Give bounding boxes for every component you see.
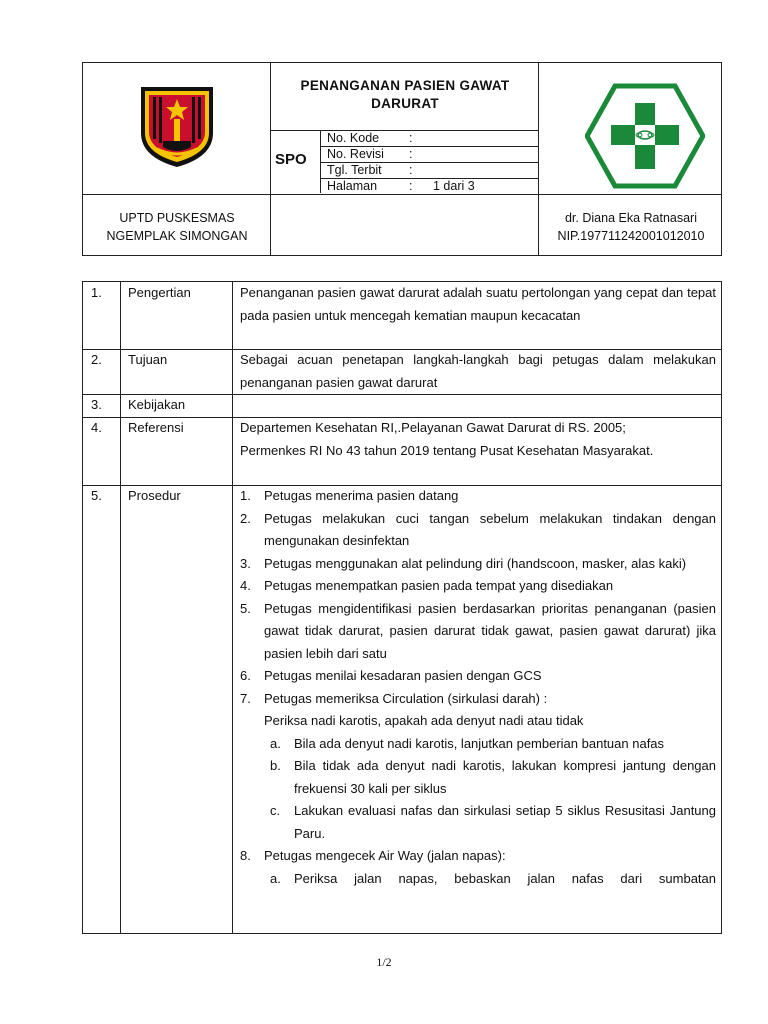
procedure-note: Periksa nadi karotis, apakah ada denyut nadi atau tidak [264,713,584,728]
page-number: 1/2 [376,955,392,969]
row-content-referensi [240,417,716,462]
row-label-referensi: Referensi [128,420,184,435]
puskesmas-cross-logo-icon [585,83,705,189]
reference-item: Departemen Kesehatan RI,.Pelayanan Gawat Darurat di RS. 2005; [240,420,626,435]
officer-signature-block [539,209,723,245]
row-number: 1. [91,285,102,300]
procedure-step: 4. Petugas menempatkan pasien pada tempat yang disediakan [240,578,614,593]
meta-row-revisi: No. Revisi : [327,147,413,161]
officer-name: dr. Diana Eka Ratnasari [564,211,697,225]
row-number: 2. [91,352,102,367]
header-table [82,62,722,256]
procedure-substep: b. Bila tidak ada denyut nadi karotis, lakukan kompresi jantung dengan frekuensi 30 kali per siklus [270,758,716,796]
city-coat-of-arms-icon [139,83,215,169]
row-label-pengertian: Pengertian [128,285,191,300]
procedure-table [82,281,722,934]
procedure-step: 5. Petugas mengidentifikasi pasien berdasarkan prioritas penanganan (pasien gawat tidak darurat, pasien darurat tidak gawat, pasien gawat darurat) jika pasien lebih dari satu [240,600,716,661]
meta-row-kode: No. Kode : [327,131,413,145]
procedure-list [240,485,716,890]
meta-row-halaman: Halaman : 1 dari 3 [327,179,475,193]
procedure-step: 2. Petugas melakukan cuci tangan sebelum melakukan tindakan dengan mengunakan desinfektan [240,510,716,548]
row-label-prosedur: Prosedur [128,488,181,503]
procedure-step: 6. Petugas menilai kesadaran pasien dengan GCS [240,668,542,683]
row-label-kebijakan: Kebijakan [128,397,186,412]
procedure-step: 3. Petugas menggunakan alat pelindung diri (handscoon, masker, alas kaki) [240,555,687,571]
officer-nip: NIP.197711242001012010 [557,229,705,243]
row-label-tujuan: Tujuan [128,352,168,367]
row-number: 3. [91,397,102,412]
document-title: PENANGANAN PASIEN GAWAT DARURAT [300,78,510,111]
meta-row-terbit: Tgl. Terbit : [327,163,413,177]
procedure-step: 1. Petugas menerima pasien datang [240,488,459,503]
unit-name: UPTD PUSKESMAS NGEMPLAK SIMONGAN [106,211,248,243]
procedure-step: 8. Petugas mengecek Air Way (jalan napas): [240,848,506,863]
procedure-substep: a. Periksa jalan napas, bebaskan jalan nafas dari sumbatan [270,870,716,886]
row-number: 4. [91,420,102,435]
row-number: 5. [91,488,102,503]
procedure-step: 7. Petugas memeriksa Circulation (sirkulasi darah) : [240,690,548,706]
procedure-substep: a. Bila ada denyut nadi karotis, lanjutkan pemberian bantuan nafas [270,735,665,751]
reference-item: Permenkes RI No 43 tahun 2019 tentang Pusat Kesehatan Masyarakat. [240,442,654,458]
row-content-tujuan: Sebagai acuan penetapan langkah-langkah bagi petugas dalam melakukan penanganan pasien gawat darurat [240,352,716,390]
row-content-pengertian: Penanganan pasien gawat darurat adalah suatu pertolongan yang cepat dan tepat pada pasien untuk mencegah kematian maupun kecacatan [240,285,716,323]
procedure-substep: c. Lakukan evaluasi nafas dan sirkulasi setiap 5 siklus Resusitasi Jantung Paru. [270,803,716,841]
spo-label: SPO [275,151,307,168]
